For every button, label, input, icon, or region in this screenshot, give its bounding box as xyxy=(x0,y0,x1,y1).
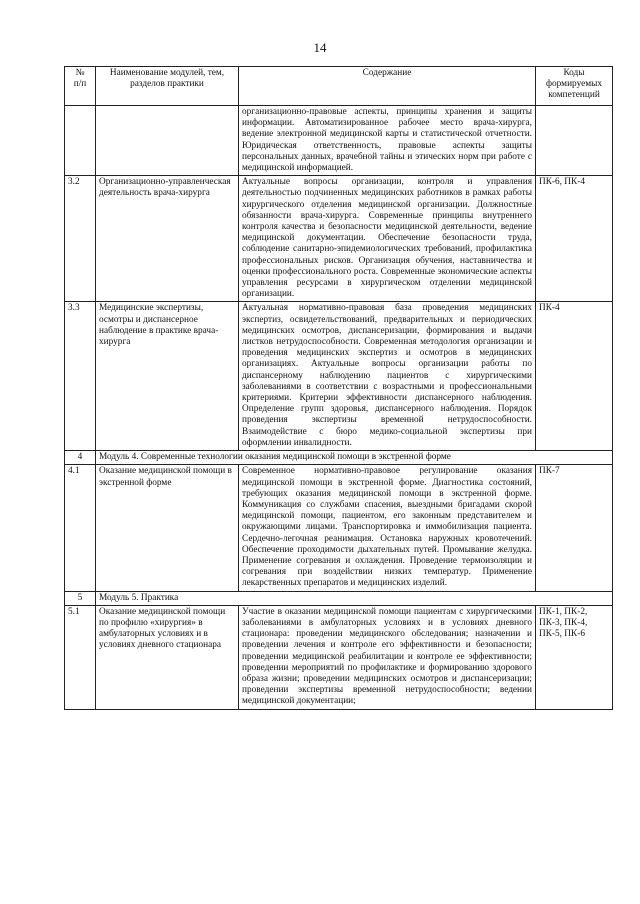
row-content: Актуальная нормативно-правовая база проведения медицинских экспертиз, освидетельствований, предварительных и периодических медицинских осмотров, диспансеризации, формирования и выдачи листков нетрудоспособности. Современная методология организации и проведения медицинских экспертиз и осмотров в медицинских организациях. Актуальные вопросы организации работы по диспансерному наблюдению пациентов с хирургическими заболеваниями в соответствии с возрастными и профессиональными критериями. Критерии эффективности диспансерного наблюдения. Определение групп здоровья, диспансерного наблюдения. Порядок проведения экспертизы временной нетрудоспособности. Взаимодействие с бюро медико-социальной экспертизы при оформлении инвалидности. xyxy=(239,302,536,451)
row-content: Участие в оказании медицинской помощи пациентам с хирургическими заболеваниями в амбулаторных условиях и в условиях дневного стационара: проведении медицинского обследования; назначении и проведении лечения и контроле его эффективности и безопасности; проведении медицинской реабилитации и контроле ее эффективности; проведении мероприятий по профилактике и формированию здорового образа жизни; проведении медицинских осмотров и диспансеризации; проведении экспертизы временной нетрудоспособности; ведении медицинской документации; xyxy=(239,605,536,709)
row-content: Современное нормативно-правовое регулирование оказания медицинской помощи в экстренной форме. Диагностика состояний, требующих оказания медицинской помощи в экстренной форме. Коммуникация со службами спасения, выездными бригадами скорой медицинской помощи, пациентом, его законным представителем и окружающими лицами. Транспортировка и иммобилизация пациента. Сердечно-легочная реанимация. Остановка наружных кровотечений. Обеспечение проходимости дыхательных путей. Промывание желудка. Применение согревания и охлаждения. Проведение термоизоляции и согревания при воздействии низких температур. Применение лекарственных препаратов и медицинских изделий. xyxy=(239,465,536,591)
row-num: 3.3 xyxy=(65,302,96,451)
module-num: 4 xyxy=(65,451,96,465)
row-num: 3.2 xyxy=(65,176,96,302)
table-row-3-2 xyxy=(65,176,613,302)
module-title: Модуль 4. Современные технологии оказания медицинской помощи в экстренной форме xyxy=(96,451,613,465)
header-num: № п/п xyxy=(65,67,96,106)
module-num: 5 xyxy=(65,591,96,605)
header-name: Наименование модулей, тем, разделов практики xyxy=(96,67,239,106)
module-row-4 xyxy=(65,451,613,465)
row-codes: ПК-1, ПК-2, ПК-3, ПК-4, ПК-5, ПК-6 xyxy=(536,605,613,709)
row-num: 4.1 xyxy=(65,465,96,591)
module-title: Модуль 5. Практика xyxy=(96,591,613,605)
page-number: 14 xyxy=(313,40,327,55)
module-row-5 xyxy=(65,591,613,605)
table-header-row xyxy=(65,67,613,106)
row-codes: ПК-4 xyxy=(536,302,613,451)
row-codes: ПК-7 xyxy=(536,465,613,591)
row-num xyxy=(65,106,96,176)
curriculum-table xyxy=(64,66,613,710)
table-row-4-1 xyxy=(65,465,613,591)
row-name xyxy=(96,106,239,176)
row-content: организационно-правовые аспекты, принципы хранения и защиты информации. Автоматизированное рабочее место врача-хирурга, ведение электронной медицинской карты и статистической отчетности. Юридическая ответственность, правовые аспекты защиты персональных данных, врачебной тайны и этических норм при работе с медицинской информацией. xyxy=(239,106,536,176)
row-content: Актуальные вопросы организации, контроля и управления деятельностью подчиненных медицинских работников в рамках работы хирургического отделения медицинской организации. Должностные обязанности врача-хирурга. Современные принципы внутреннего контроля качества и безопасности медицинской деятельности, ведение медицинской документации. Обеспечение безопасности труда, соблюдение санитарно-эпидемиологических требований, профилактика профессиональных рисков. Организация обучения, наставничества и оценки профессионального роста. Современные экономические аспекты управления ресурсами в хирургическом отделении медицинской организации. xyxy=(239,176,536,302)
row-num: 5.1 xyxy=(65,605,96,709)
row-name: Медицинские экспертизы, осмотры и диспансерное наблюдение в практике врача-хирурга xyxy=(96,302,239,451)
row-name: Оказание медицинской помощи по профилю «хирургия» в амбулаторных условиях и в условиях дневного стационара xyxy=(96,605,239,709)
table-row-3-3 xyxy=(65,302,613,451)
row-codes: ПК-6, ПК-4 xyxy=(536,176,613,302)
header-content: Содержание xyxy=(239,67,536,106)
header-codes: Коды формируемых компетенций xyxy=(536,67,613,106)
table-row-continuation xyxy=(65,106,613,176)
row-name: Оказание медицинской помощи в экстренной форме xyxy=(96,465,239,591)
table-row-5-1 xyxy=(65,605,613,709)
row-codes xyxy=(536,106,613,176)
row-name: Организационно-управленческая деятельность врача-хирурга xyxy=(96,176,239,302)
